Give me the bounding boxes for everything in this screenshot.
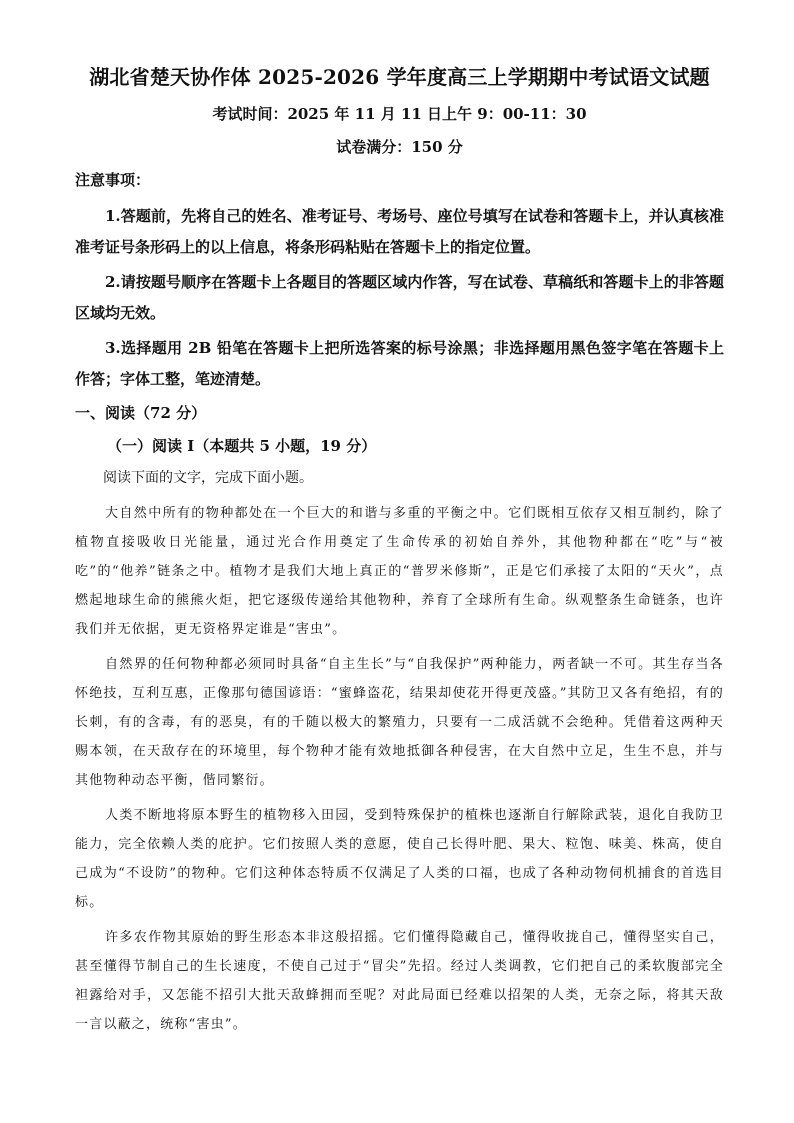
subsection-title: （一）阅读 I（本题共 5 小题，19 分） — [107, 437, 377, 455]
notice-heading: 注意事项： — [75, 171, 151, 189]
passage-paragraph-4: 许多农作物其原始的野生形态本非这般招摇。它们懂得隐藏自己，懂得收拢自己，懂得坚实自己，甚至懂得节制自己的生长速度，不使自己过于“冒尖”先招。经过人类调教，它们把自己的柔软腹部完全袒露给对手，又怎能不招引大批天敌蜂拥而至呢？对此局面已经难以招架的人类，无奈之际，将其天敌一言以蔽之，统称“害虫”。 — [75, 930, 724, 1032]
section-title: 一、阅读（72 分） — [75, 404, 207, 422]
passage-paragraph-3: 人类不断地将原本野生的植物移入田园，受到特殊保护的植株也逐渐自行解除武装，退化自我防卫能力，完全依赖人类的庇护。它们按照人类的意愿，使自己长得叶肥、果大、粒饱、味美、株高，使自己成为“不设防”的物种。它们这种体态特质不仅满足了人类的口福，也成了各种动物伺机捕食的首选目标。 — [75, 808, 724, 910]
passage-paragraph-2: 自然界的任何物种都必须同时具备“自主生长”与“自我保护”两种能力，两者缺一不可。其生存当各怀绝技，互利互惠，正像那句德国谚语：“蜜蜂盗花，结果却使花开得更茂盛。”其防卫又各有绝招，有的长刺，有的含毒，有的恶臭，有的千随以极大的繁殖力，只要有一二成活就不会绝种。凭借着这两种天赐本领，在天敌存在的环境里，每个物种才能有效地抵御各种侵害，在大自然中立足，生生不息，并与其他物种动态平衡，偕同繁衍。 — [75, 657, 724, 788]
exam-time: 考试时间：2025 年 11 月 11 日上午 9：00-11：30 — [212, 105, 587, 123]
notice-item-3: 3.选择题用 2B 铅笔在答题卡上把所选答案的标号涂黑；非选择题用黑色签字笔在答题卡上作答；字体工整，笔迹清楚。 — [75, 339, 724, 388]
full-score: 试卷满分：150 分 — [336, 138, 463, 156]
passage-paragraph-1: 大自然中所有的物种都处在一个巨大的和谐与多重的平衡之中。它们既相互依存又相互制约，除了植物直接吸收日光能量，通过光合作用奠定了生命传承的初始自养外，其他物种都在“吃”与“被吃”的“他养”链条之中。植物才是我们大地上真正的“普罗米修斯”，正是它们承接了太阳的“天火”，点燃起地球生命的熊熊火炬，把它逐级传递给其他物种，养育了全球所有生命。纵观整条生命链条，也许我们并无依据，更无资格界定谁是“害虫”。 — [75, 506, 724, 637]
exam-title: 湖北省楚天协作体 2025-2026 学年度高三上学期期中考试语文试题 — [89, 65, 710, 89]
notice-item-1: 1.答题前，先将自己的姓名、准考证号、考场号、座位号填写在试卷和答题卡上，并认真核准准考证号条形码上的以上信息，将条形码粘贴在答题卡上的指定位置。 — [75, 207, 724, 256]
reading-instruction: 阅读下面的文字，完成下面小题。 — [103, 470, 313, 486]
notice-item-2: 2.请按题号顺序在答题卡上各题目的答题区域内作答，写在试卷、草稿纸和答题卡上的非答题区域均无效。 — [75, 273, 724, 322]
